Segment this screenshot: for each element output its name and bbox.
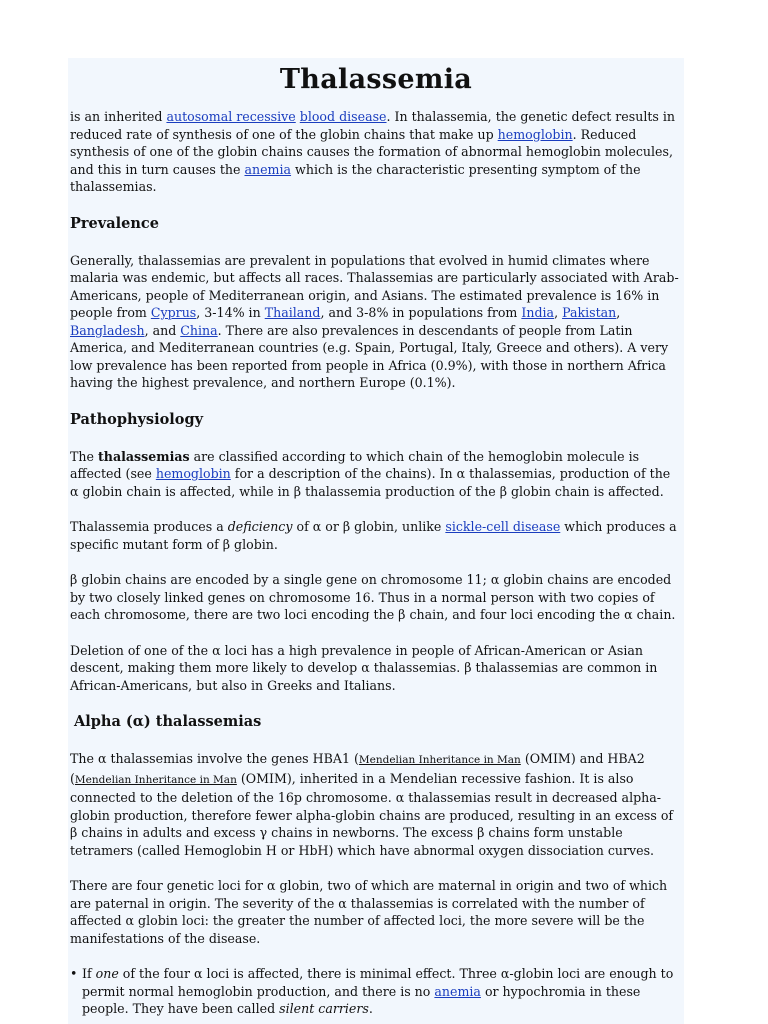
- alpha-paragraph-2: There are four genetic loci for α globin, two of which are maternal in origin and two of which are paternal in origin. The severity of the α thalassemias is correlated with the number of affected α globin loci: the greater the number of affected loci, the more severe will be the manifestations of the disease.: [70, 878, 668, 946]
- link-hemoglobin-2[interactable]: hemoglobin: [155, 466, 231, 481]
- link-thailand[interactable]: Thailand: [264, 305, 321, 320]
- section-heading-pathophysiology: Pathophysiology: [70, 410, 204, 428]
- patho-paragraph-1: The thalassemias are classified according to which chain of the hemoglobin molecule is affected (see hemoglobin for a description of the chains). In α thalassemias, production of the α globin chain is affected, while in β thalassemia production of the β globin chain is affected.: [70, 448, 671, 499]
- article-body: [68, 58, 684, 1018]
- document-page: [68, 58, 684, 1024]
- prevalence-paragraph: Generally, thalassemias are prevalent in populations that evolved in humid climates where malaria was endemic, but affects all races. Thalassemias are particularly associated with Arab-Americans, people of Mediterranean origin, and Asians. The estimated prevalence is 16% in people from Cyprus, 3-14% in Thailand, and 3-8% in populations from India, Pakistan, Bangladesh, and China. There are also prevalences in descendants of people from Latin America, and Mediterranean countries (e.g. Spain, Portugal, Italy, Greece and others). A very low prevalence has been reported from people in Africa (0.9%), with those in northern Africa having the highest prevalence, and northern Europe (0.1%).: [70, 252, 679, 390]
- patho-paragraph-3: β globin chains are encoded by a single gene on chromosome 11; α globin chains are encoded by two closely linked genes on chromosome 16. Thus in a normal person with two copies of each chromosome, there are two loci encoding the β chain, and four loci encoding the α chain.: [70, 572, 676, 622]
- link-india[interactable]: India: [521, 305, 555, 320]
- link-pakistan[interactable]: Pakistan: [562, 305, 617, 320]
- bullet-icon: •: [70, 966, 78, 981]
- link-china[interactable]: China: [180, 322, 218, 338]
- link-omim-hba1[interactable]: Mendelian Inheritance in Man: [358, 754, 521, 766]
- patho-paragraph-4: Deletion of one of the α loci has a high prevalence in people of African-American or Asian descent, making them more likely to develop α thalassemias. β thalassemias are common in African-Americans, but also in Greeks and Italians.: [70, 642, 658, 693]
- list-item: • If one of the four α loci is affected, there is minimal effect. Three α-globin loci are enough to permit normal hemoglobin production, and there is no anemia or hypochromia in these people. They have been called silent carriers.: [70, 966, 674, 1016]
- link-bangladesh[interactable]: Bangladesh: [70, 322, 145, 338]
- link-anemia-2[interactable]: anemia: [434, 983, 481, 999]
- link-omim-hba2[interactable]: Mendelian Inheritance in Man: [74, 773, 237, 786]
- patho-paragraph-2: Thalassemia produces a deficiency of α or β globin, unlike sickle-cell disease which produces a specific mutant form of β globin.: [70, 519, 677, 552]
- section-heading-alpha-thalassemias: Alpha (α) thalassemias: [74, 713, 262, 730]
- link-hemoglobin[interactable]: hemoglobin: [497, 126, 573, 142]
- link-cyprus[interactable]: Cyprus: [150, 305, 197, 320]
- link-blood-disease[interactable]: blood disease: [299, 109, 387, 124]
- section-heading-prevalence: Prevalence: [70, 214, 159, 232]
- link-sickle-cell-disease[interactable]: sickle-cell disease: [445, 519, 561, 534]
- intro-paragraph: is an inherited autosomal recessive blood disease. In thalassemia, the genetic defect results in reduced rate of synthesis of one of the globin chains that make up hemoglobin. Reduced synthesis of one of the globin chains causes the formation of abnormal hemoglobin molecules, and this in turn causes the anemia which is the characteristic presenting symptom of the thalassemias.: [70, 109, 676, 194]
- alpha-paragraph-1: The α thalassemias involve the genes HBA1 (Mendelian Inheritance in Man (OMIM) and HBA2 (Mendelian Inheritance in Man (OMIM), inherited in a Mendelian recessive fashion. It is also connected to the deletion of the 16p chromosome. α thalassemias result in decreased alpha-globin production, therefore fewer alpha-globin chains are produced, resulting in an excess of β chains in adults and excess γ chains in newborns. The excess β chains form unstable tetramers (called Hemoglobin H or HbH) which have abnormal oxygen dissociation curves.: [70, 751, 674, 858]
- alpha-severity-list: [70, 965, 682, 1018]
- link-anemia[interactable]: anemia: [244, 161, 292, 177]
- page-title: Thalassemia: [279, 64, 473, 95]
- link-autosomal-recessive[interactable]: autosomal recessive: [166, 109, 296, 124]
